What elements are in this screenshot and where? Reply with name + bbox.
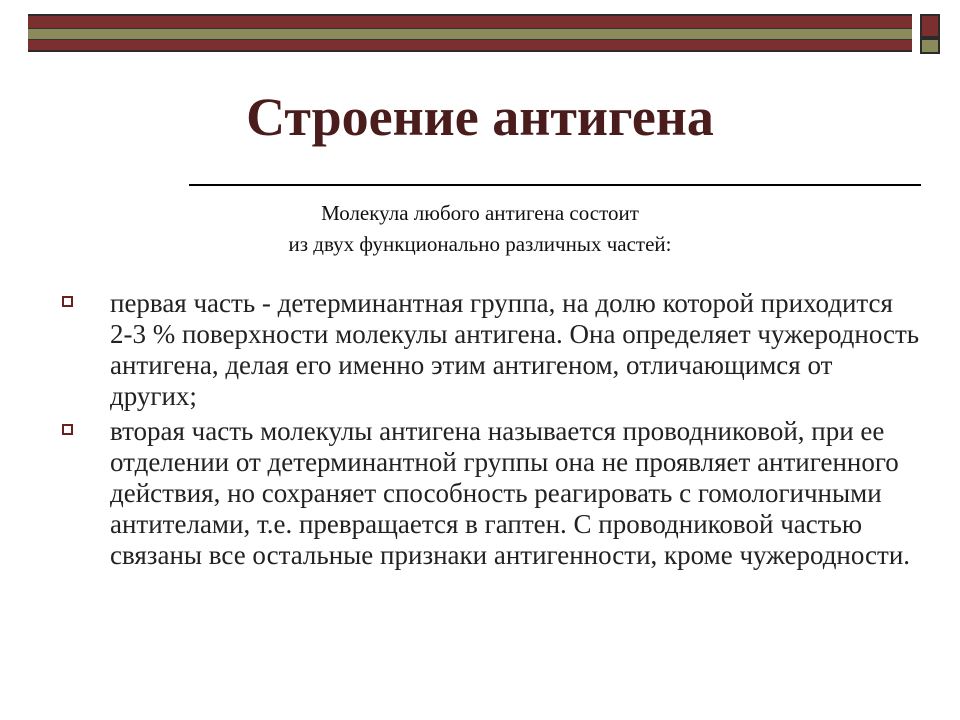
header-decorative-bar xyxy=(28,14,912,52)
subtitle-line: Молекула любого антигена состоит xyxy=(321,201,639,225)
bullet-text: вторая часть молекулы антигена называется проводниковой, при ее отделении от детерминантной группы она не проявляет антигенного действия, но сохраняет способность реагировать с гомологичными антителами, т.е. превращается в гаптен. С проводниковой частью связаны все остальные признаки антигенности, кроме чужеродности. xyxy=(110,416,911,570)
subtitle-line: из двух функционально различных частей: xyxy=(288,232,672,256)
corner-square-red xyxy=(920,14,940,38)
slide-subtitle xyxy=(210,198,750,260)
bullet-text: первая часть - детерминантная группа, на долю которой приходится 2-3 % поверхности молекулы антигена. Она определяет чужеродность антигена, делая его именно этим антигеном, отличающимся от других; xyxy=(110,288,920,411)
title-divider xyxy=(189,184,921,186)
bullet-item xyxy=(60,288,920,412)
bullet-item xyxy=(60,416,920,571)
header-olive-stripe xyxy=(28,28,912,40)
bullet-list xyxy=(60,288,920,571)
square-bullet-icon xyxy=(62,424,73,435)
corner-square-olive xyxy=(920,38,940,54)
slide-title: Строение антигена xyxy=(246,87,714,147)
square-bullet-icon xyxy=(62,296,73,307)
